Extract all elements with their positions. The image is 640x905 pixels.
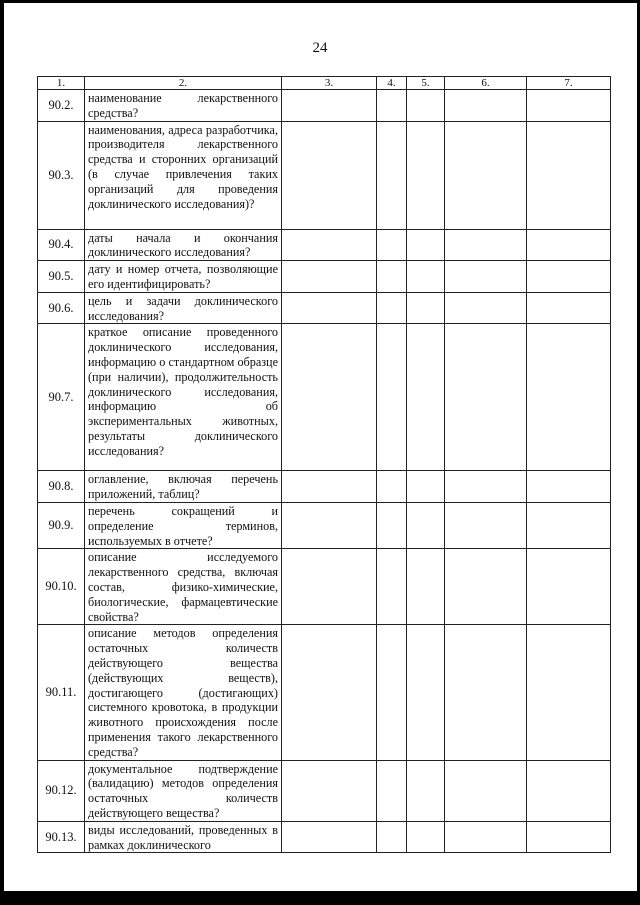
- answer-cell: [282, 502, 377, 548]
- item-question: описание исследуемого лекарственного средства, включая состав, физико-химические, биологические, фармацевтические свойства?: [85, 549, 282, 625]
- answer-cell: [527, 121, 611, 229]
- answer-cell: [407, 229, 445, 261]
- table-row: [38, 324, 611, 471]
- answer-cell: [407, 625, 445, 760]
- answer-cell: [445, 502, 527, 548]
- answer-cell: [282, 324, 377, 471]
- answer-cell: [407, 121, 445, 229]
- answer-cell: [282, 821, 377, 853]
- checklist-table: [37, 76, 611, 853]
- answer-cell: [377, 261, 407, 293]
- item-question: наименование лекарственного средства?: [85, 90, 282, 122]
- table-row: [38, 760, 611, 821]
- answer-cell: [527, 625, 611, 760]
- answer-cell: [527, 261, 611, 293]
- answer-cell: [407, 549, 445, 625]
- item-number: 90.3.: [38, 121, 85, 229]
- table-row: [38, 625, 611, 760]
- answer-cell: [445, 324, 527, 471]
- answer-cell: [527, 229, 611, 261]
- answer-cell: [527, 549, 611, 625]
- header-row: [38, 77, 611, 90]
- header-cell: 2.: [85, 77, 282, 90]
- answer-cell: [282, 229, 377, 261]
- answer-cell: [407, 292, 445, 324]
- answer-cell: [407, 90, 445, 122]
- header-cell: 4.: [377, 77, 407, 90]
- answer-cell: [527, 292, 611, 324]
- header-cell: 3.: [282, 77, 377, 90]
- table-row: [38, 502, 611, 548]
- answer-cell: [282, 625, 377, 760]
- answer-cell: [527, 90, 611, 122]
- item-question: краткое описание проведенного доклинического исследования, информацию о стандартном образце (при наличии), продолжительность доклинического исследования, информацию об экспериментальных животных, результаты доклинического исследования?: [85, 324, 282, 471]
- answer-cell: [377, 292, 407, 324]
- table-row: [38, 821, 611, 853]
- table-row: [38, 90, 611, 122]
- answer-cell: [407, 821, 445, 853]
- item-number: 90.10.: [38, 549, 85, 625]
- header-cell: 7.: [527, 77, 611, 90]
- answer-cell: [445, 625, 527, 760]
- item-number: 90.4.: [38, 229, 85, 261]
- item-number: 90.13.: [38, 821, 85, 853]
- table-row: [38, 549, 611, 625]
- item-number: 90.7.: [38, 324, 85, 471]
- answer-cell: [377, 471, 407, 503]
- header-cell: 5.: [407, 77, 445, 90]
- table-row: [38, 261, 611, 293]
- answer-cell: [527, 471, 611, 503]
- scan-border-left: [0, 0, 4, 905]
- answer-cell: [377, 502, 407, 548]
- answer-cell: [377, 324, 407, 471]
- answer-cell: [377, 90, 407, 122]
- answer-cell: [282, 760, 377, 821]
- item-question: документальное подтверждение (валидацию) методов определения остаточных количеств действующего вещества?: [85, 760, 282, 821]
- item-question: наименования, адреса разработчика, производителя лекарственного средства и сторонних организаций (в случае привлечения таких организаций для проведения доклинического исследования)?: [85, 121, 282, 229]
- table-row: [38, 471, 611, 503]
- header-cell: 6.: [445, 77, 527, 90]
- item-number: 90.11.: [38, 625, 85, 760]
- answer-cell: [282, 90, 377, 122]
- answer-cell: [377, 625, 407, 760]
- answer-cell: [407, 324, 445, 471]
- answer-cell: [282, 121, 377, 229]
- item-question: перечень сокращений и определение терминов, используемых в отчете?: [85, 502, 282, 548]
- answer-cell: [377, 229, 407, 261]
- answer-cell: [445, 121, 527, 229]
- answer-cell: [445, 261, 527, 293]
- answer-cell: [377, 760, 407, 821]
- answer-cell: [527, 324, 611, 471]
- header-cell: 1.: [38, 77, 85, 90]
- item-question: дату и номер отчета, позволяющие его идентифицировать?: [85, 261, 282, 293]
- item-number: 90.2.: [38, 90, 85, 122]
- answer-cell: [407, 502, 445, 548]
- scan-border-bottom: [0, 891, 640, 905]
- answer-cell: [445, 549, 527, 625]
- item-number: 90.12.: [38, 760, 85, 821]
- table-row: [38, 121, 611, 229]
- answer-cell: [445, 760, 527, 821]
- answer-cell: [377, 121, 407, 229]
- page-number: 24: [312, 40, 328, 56]
- answer-cell: [445, 292, 527, 324]
- answer-cell: [407, 261, 445, 293]
- answer-cell: [282, 471, 377, 503]
- answer-cell: [282, 292, 377, 324]
- answer-cell: [445, 471, 527, 503]
- item-question: цель и задачи доклинического исследования?: [85, 292, 282, 324]
- answer-cell: [282, 261, 377, 293]
- item-number: 90.8.: [38, 471, 85, 503]
- item-number: 90.9.: [38, 502, 85, 548]
- answer-cell: [527, 821, 611, 853]
- item-number: 90.5.: [38, 261, 85, 293]
- answer-cell: [377, 549, 407, 625]
- item-question: оглавление, включая перечень приложений, таблиц?: [85, 471, 282, 503]
- answer-cell: [527, 502, 611, 548]
- table-row: [38, 229, 611, 261]
- item-question: виды исследований, проведенных в рамках доклинического: [85, 821, 282, 853]
- answer-cell: [407, 760, 445, 821]
- answer-cell: [445, 821, 527, 853]
- item-number: 90.6.: [38, 292, 85, 324]
- table-row: [38, 292, 611, 324]
- item-question: описание методов определения остаточных количеств действующего вещества (действующих веществ), достигающего (достигающих) системного кровотока, в продукции животного происхождения после применения такого лекарственного средства?: [85, 625, 282, 760]
- answer-cell: [445, 90, 527, 122]
- answer-cell: [445, 229, 527, 261]
- answer-cell: [282, 549, 377, 625]
- answer-cell: [527, 760, 611, 821]
- item-question: даты начала и окончания доклинического исследования?: [85, 229, 282, 261]
- answer-cell: [407, 471, 445, 503]
- answer-cell: [377, 821, 407, 853]
- scan-border-top: [0, 0, 640, 3]
